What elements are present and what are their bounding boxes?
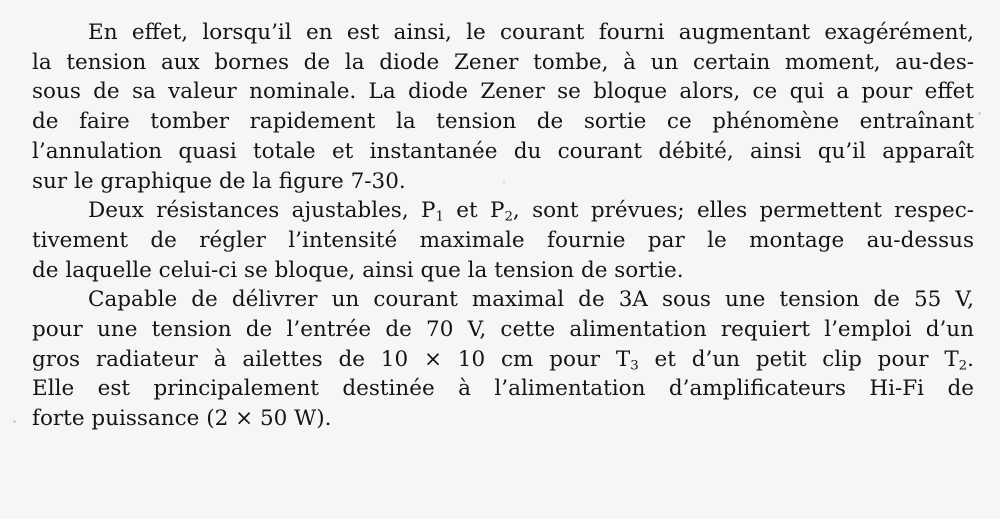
paragraph-2	[32, 196, 974, 285]
body-text	[32, 18, 974, 434]
paper-speck	[503, 181, 505, 183]
subscript: 2	[958, 358, 968, 374]
paper-speck	[13, 420, 16, 423]
paragraph-1	[32, 18, 974, 196]
paragraph-line: sur le graphique de la figure 7-30.	[32, 168, 406, 194]
paragraph-line: pour une tension de l’entrée de 70 V, cette alimentation requiert l’emploi d’un	[32, 317, 974, 343]
paragraph-line: de faire tomber rapidement la tension de sortie ce phénomène entraînant	[32, 109, 974, 135]
text-run: , sont prévues; elles permettent respec-	[512, 198, 975, 224]
paragraph-line: Elle est principalement destinée à l’alimentation d’amplificateurs Hi-Fi de	[32, 376, 974, 402]
subscript: 3	[630, 358, 639, 374]
text-run: .	[967, 346, 974, 372]
paragraph-line	[32, 196, 974, 226]
text-run: Deux résistances ajustables, P	[88, 198, 436, 224]
text-run: et P	[443, 198, 505, 224]
subscript: 1	[435, 209, 444, 225]
paragraph-line: forte puissance (2 × 50 W).	[32, 406, 332, 432]
paragraph-line: l’annulation quasi totale et instantanée du courant débité, ainsi qu’il apparaît	[32, 138, 974, 164]
paragraph-3	[32, 285, 974, 434]
paragraph-line: Capable de délivrer un courant maximal de 3A sous une tension de 55 V,	[88, 287, 974, 313]
text-run: et d’un petit clip pour T	[638, 346, 959, 372]
paragraph-line: la tension aux bornes de la diode Zener tombe, à un certain moment, au-des-	[32, 49, 974, 75]
paragraph-line	[32, 345, 974, 375]
paragraph-line: sous de sa valeur nominale. La diode Zener se bloque alors, ce qui a pour effet	[32, 79, 974, 105]
subscript: 2	[504, 209, 513, 225]
paper-speck	[978, 112, 981, 115]
paragraph-line: En effet, lorsqu’il en est ainsi, le courant fourni augmentant exagérément,	[88, 20, 974, 45]
text-run: gros radiateur à ailettes de 10 × 10 cm pour T	[32, 346, 631, 372]
paragraph-line: tivement de régler l’intensité maximale fournie par le montage au-dessus	[32, 227, 974, 253]
paragraph-line: de laquelle celui-ci se bloque, ainsi que la tension de sortie.	[32, 257, 684, 283]
